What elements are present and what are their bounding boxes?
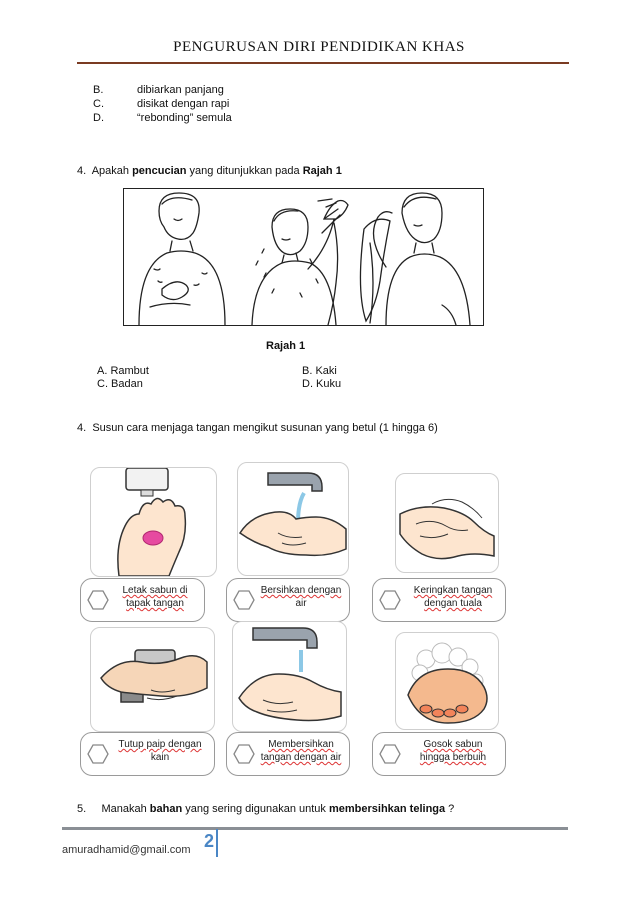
question-keyword: bahan (149, 803, 183, 815)
label-line-1: Bersihkan dengan (260, 585, 342, 596)
question-text: yang sering digunakan untuk (182, 803, 329, 815)
answer-option-c: C. Badan (97, 378, 143, 390)
page-header-title: PENGURUSAN DIRI PENDIDIKAN KHAS (173, 39, 465, 55)
question-4b (77, 422, 438, 434)
boy-washing-body-icon (139, 193, 225, 325)
answer-option-b: B. Kaki (302, 365, 337, 377)
question-text: yang ditunjukkan pada (186, 165, 303, 177)
option-b-letter: B. (93, 84, 104, 96)
answer-option-a: A. Rambut (97, 365, 149, 377)
question-keyword: pencucian (132, 165, 187, 177)
handwash-card-close-tap (90, 627, 215, 732)
question-text: Susun cara menjaga tangan mengikut susunan yang betul (1 hingga 6) (92, 422, 438, 434)
label-line-2: tangan dengan air (260, 752, 342, 763)
question-text: ? (445, 803, 455, 815)
option-c-letter: C. (93, 98, 104, 110)
label-line-2: hingga berbuih (419, 752, 487, 763)
label-line-1: Keringkan tangan (413, 585, 493, 596)
boy-drying-towel-icon (360, 193, 470, 325)
boy-showering-icon (252, 199, 348, 325)
step-label-card-5 (226, 732, 350, 776)
label-line-1: Letak sabun di (122, 585, 188, 596)
option-d-letter: D. (93, 112, 104, 124)
hands-under-tap-icon (238, 463, 348, 575)
label-line-1: Tutup paip dengan (118, 739, 202, 750)
step-label-card-2 (226, 578, 350, 622)
label-line-2: air (295, 598, 307, 609)
handwash-card-wash-water (232, 621, 347, 732)
question-4a (77, 165, 342, 177)
handwash-card-lather (395, 632, 499, 730)
option-c-text: disikat dengan rapi (137, 98, 230, 110)
page-number: 2 (204, 831, 215, 851)
header-rule (77, 62, 569, 64)
boys-washing-illustration (124, 189, 483, 325)
hexagon-answer-box-icon (87, 744, 109, 764)
hexagon-answer-box-icon (379, 744, 401, 764)
question-text: Apakah (91, 165, 133, 177)
hexagon-answer-box-icon (233, 744, 255, 764)
option-d-text: “rebonding” semula (137, 112, 232, 124)
label-line-2: dengan tuala (424, 598, 482, 609)
soapy-hands-icon (396, 633, 498, 729)
step-label-card-6 (372, 732, 506, 776)
question-number: 4. (77, 422, 87, 434)
label-line-2: kain (150, 752, 170, 763)
step-label-card-1 (80, 578, 205, 622)
step-label-card-3 (372, 578, 506, 622)
hexagon-answer-box-icon (233, 590, 255, 610)
question-keyword: membersihkan telinga (328, 803, 446, 815)
question-number: 5. (77, 803, 87, 815)
label-line-1: Gosok sabun (423, 739, 483, 750)
step-label-card-4 (80, 732, 215, 776)
question-number: 4. (77, 165, 87, 177)
question-5 (77, 803, 454, 815)
label-line-2: tapak tangan (126, 598, 184, 609)
hexagon-answer-box-icon (379, 590, 401, 610)
footer-email: amuradhamid@gmail.com (62, 844, 191, 856)
handwash-card-soap (90, 467, 217, 577)
hexagon-answer-box-icon (87, 590, 109, 610)
label-line-1: Membersihkan (268, 739, 334, 750)
handwash-card-scrub (395, 473, 499, 573)
question-text: Manakah (101, 803, 150, 815)
hands-washing-water-icon (233, 622, 346, 731)
option-b-text: dibiarkan panjang (137, 84, 224, 96)
page-number-divider (216, 829, 218, 857)
hands-rubbing-icon (396, 474, 498, 572)
hand-closing-tap-icon (91, 628, 214, 731)
footer-rule (62, 827, 568, 830)
figure-rajah-1 (123, 188, 484, 326)
handwash-card-rinse (237, 462, 349, 576)
soap-on-palm-icon (91, 468, 216, 576)
figure-caption: Rajah 1 (266, 340, 306, 352)
answer-option-d: D. Kuku (302, 378, 342, 390)
question-figure-ref: Rajah 1 (302, 165, 342, 177)
